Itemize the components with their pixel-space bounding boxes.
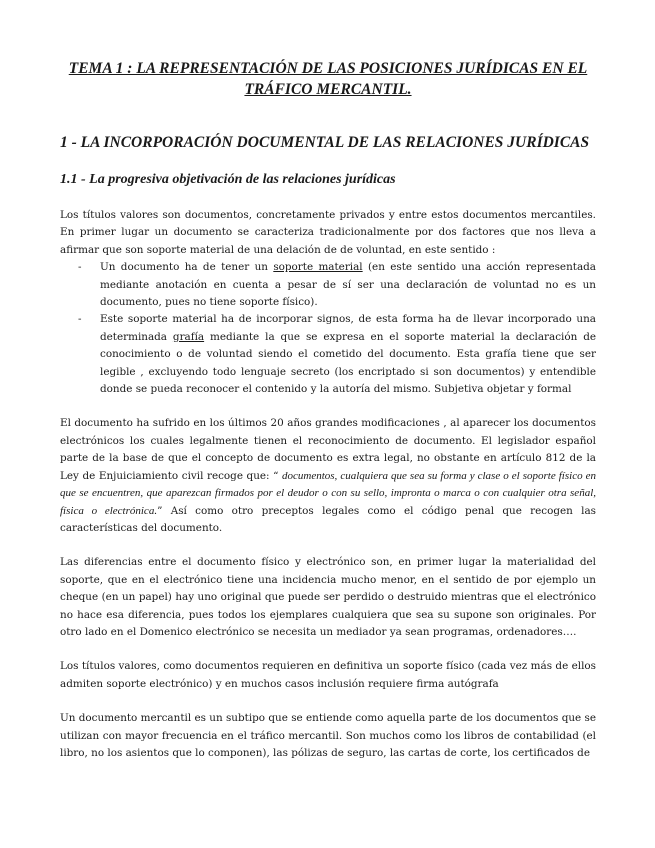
section-heading: 1 - LA INCORPORACIÓN DOCUMENTAL DE LAS RELACIONES JURÍDICAS [60,134,590,151]
paragraph-text-post: ” Así como otro preceptos legales como el código penal que recogen las características del documento. [60,504,596,534]
document-page [60,58,596,762]
bullet-text-post: mediante la que se expresa en el soporte material la declaración de conocimiento o de voluntad siendo el cometido del documento. Esta grafía tiene que ser legible , excluyendo todo lenguaje secreto (los encriptado si son documentos) y entendible donde se pueda reconocer el contenido y la autoría del mismo. Subjetiva objetar y formal [100,330,597,396]
document-title: TEMA 1 : LA REPRESENTACIÓN DE LAS POSICIONES JURÍDICAS EN EL TRÁFICO MERCANTIL. [68,60,588,98]
bullet-text-pre: Este soporte material ha de incorporar signos, de esta forma ha de llevar incorporado una determinada [100,313,596,343]
legal-quote: documentos, cualquiera que sea su forma y clase o el soporte físico en que se encuentren, que aparezcan firmados por el deudor o con su sello, impronta o marca o con cualquier otra señal, física o electrónica. [60,469,596,517]
bullet-dash: - [78,261,82,274]
paragraph-text-pre: El documento ha sufrido en los últimos 20 años grandes modificaciones , al aparecer los documentos electrónicos los cuales legalmente tienen el reconocimiento de documento. El legislador español parte de la base de que el concepto de documento es extra legal, no obstante en artículo 812 de la Ley de Enjuiciamiento civil recoge que: “ [60,417,596,482]
paragraph-differences: Las diferencias entre el documento físico y electrónico son, en primer lugar la materialidad del soporte, que en el electrónico tiene una incidencia mucho menor, en el sentido de por ejemplo un cheque (en un papel) hay uno original que puede ser perdido o destruido mientras que el electrónico no hace esa diferencia, pues todos los ejemplares cualquiera que sea su supone son originales. Por otro lado en el Domenico electrónico se necesita un mediador ya sean programas, ordenadores…. [60,556,596,638]
bullet-item [60,259,596,311]
bullet-underlined-term: grafía [172,330,205,343]
bullet-item [60,311,596,398]
bullet-underlined-term: soporte material [273,261,363,274]
bullet-list [60,259,596,398]
bullet-dash: - [78,313,82,326]
subsection-heading: 1.1 - La progresiva objetivación de las relaciones jurídicas [60,172,396,187]
paragraph-electronic-documents [60,415,596,537]
bullet-text-pre: Un documento ha de tener un [100,261,274,274]
paragraph-titulos-valores: Los títulos valores, como documentos requieren en definitiva un soporte físico (cada vez más de ellos admiten soporte electrónico) y en muchos casos inclusión requiere firma autógrafa [60,660,596,690]
paragraph-intro: Los títulos valores son documentos, concretamente privados y entre estos documentos mercantiles. En primer lugar un documento se caracteriza tradicionalmente por dos factores que nos lleva a afirmar que son soporte material de una delación de de voluntad, en este sentido : [60,209,596,256]
bullet-text-post: (en este sentido una acción representada mediante anotación en cuenta a pesar de sí ser una declaración de voluntad no es un documento, pues no tiene soporte físico). [100,261,596,309]
paragraph-documento-mercantil: Un documento mercantil es un subtipo que se entiende como aquella parte de los documentos que se utilizan con mayor frecuencia en el tráfico mercantil. Son muchos como los libros de contabilidad (el libro, no los asientos que lo componen), las pólizas de seguro, las cartas de corte, los certificados de [60,712,596,759]
